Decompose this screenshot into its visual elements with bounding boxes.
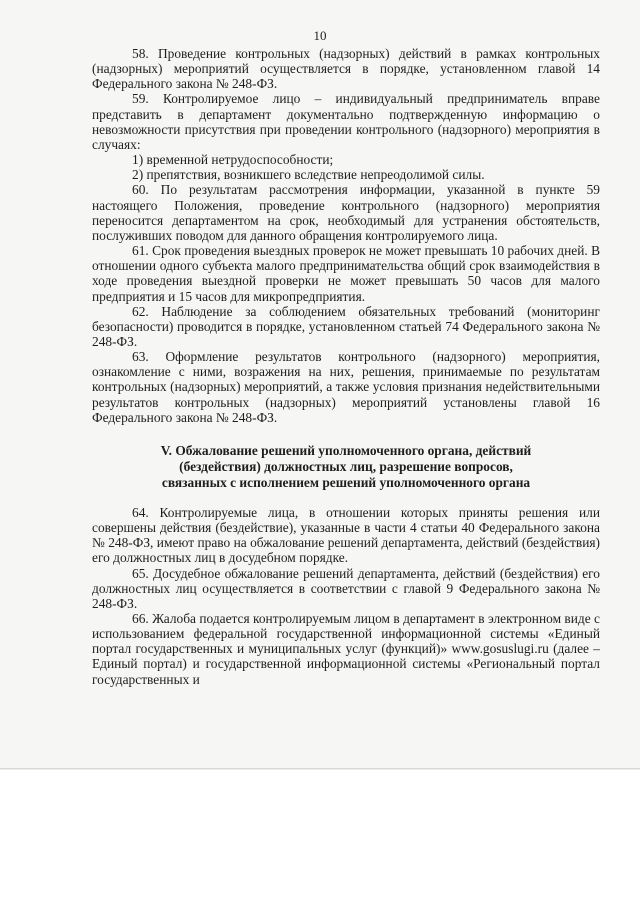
section-heading-line: V. Обжалование решений уполномоченного органа, действий	[160, 442, 532, 458]
section-heading-line: (бездействия) должностных лиц, разрешение вопросов,	[179, 458, 513, 474]
list-item: 1) временной нетрудоспособности;	[132, 152, 334, 168]
paragraph-65: 65. Досудебное обжалование решений департамента, действий (бездействия) его должностных лиц осуществляется в соответствии с главой 9 Федерального закона № 248-ФЗ.	[92, 565, 600, 611]
document-body	[92, 46, 600, 687]
paragraph-64: 64. Контролируемые лица, в отношении которых приняты решения или совершены действия (бездействие), указанные в части 4 статьи 40 Федерального закона № 248-ФЗ, имеют право на обжалование решений департамента, действий (бездействия) его должностных лиц в досудебном порядке.	[92, 504, 600, 566]
page-number: 10	[313, 28, 327, 43]
paragraph-63: 63. Оформление результатов контрольного (надзорного) мероприятия, ознакомление с ними, возражения на них, решения, принимаемые по результатам контрольных (надзорных) мероприятий, а также условия признания недействительными результатов контрольных (надзорных) мероприятий установлены главой 16 Федерального закона № 248-ФЗ.	[92, 349, 600, 425]
paragraph-60: 60. По результатам рассмотрения информации, указанной в пункте 59 настоящего Положения, проведение контрольного (надзорного) мероприятия переносится департаментом на срок, необходимый для устранения обстоятельств, послуживших поводом для данного обращения контролируемого лица.	[92, 182, 600, 243]
section-heading-line: связанных с исполнением решений уполномоченного органа	[161, 474, 531, 490]
paragraph-58: 58. Проведение контрольных (надзорных) действий в рамках контрольных (надзорных) мероприятий осуществляется в порядке, установленном главой 14 Федерального закона № 248-ФЗ.	[92, 46, 600, 92]
list-item: 2) препятствия, возникшего вследствие непреодолимой силы.	[132, 167, 485, 183]
paragraph-59: 59. Контролируемое лицо – индивидуальный предприниматель вправе представить в департамент документально подтвержденную информацию о невозможности присутствия при проведении контрольного (надзорного) мероприятия в случаях:	[92, 91, 600, 152]
paragraph-66: 66. Жалоба подается контролируемым лицом в департамент в электронном виде с использованием федеральной государственной информационной системы «Единый портал государственных и муниципальных услуг (функций)» www.gosuslugi.ru (далее – Единый портал) и государственной информационной системы «Региональный портал государственных и	[92, 611, 600, 687]
paragraph-62: 62. Наблюдение за соблюдением обязательных требований (мониторинг безопасности) проводится в порядке, установленном статьей 74 Федерального закона № 248-ФЗ.	[92, 303, 600, 349]
section-heading	[92, 443, 600, 491]
paragraph-61: 61. Срок проведения выездных проверок не может превышать 10 рабочих дней. В отношении одного субъекта малого предпринимательства общий срок взаимодействия в ходе проведения выездной проверки не может превышать 50 часов для малого предприятия и 15 часов для микропредприятия.	[92, 243, 600, 304]
